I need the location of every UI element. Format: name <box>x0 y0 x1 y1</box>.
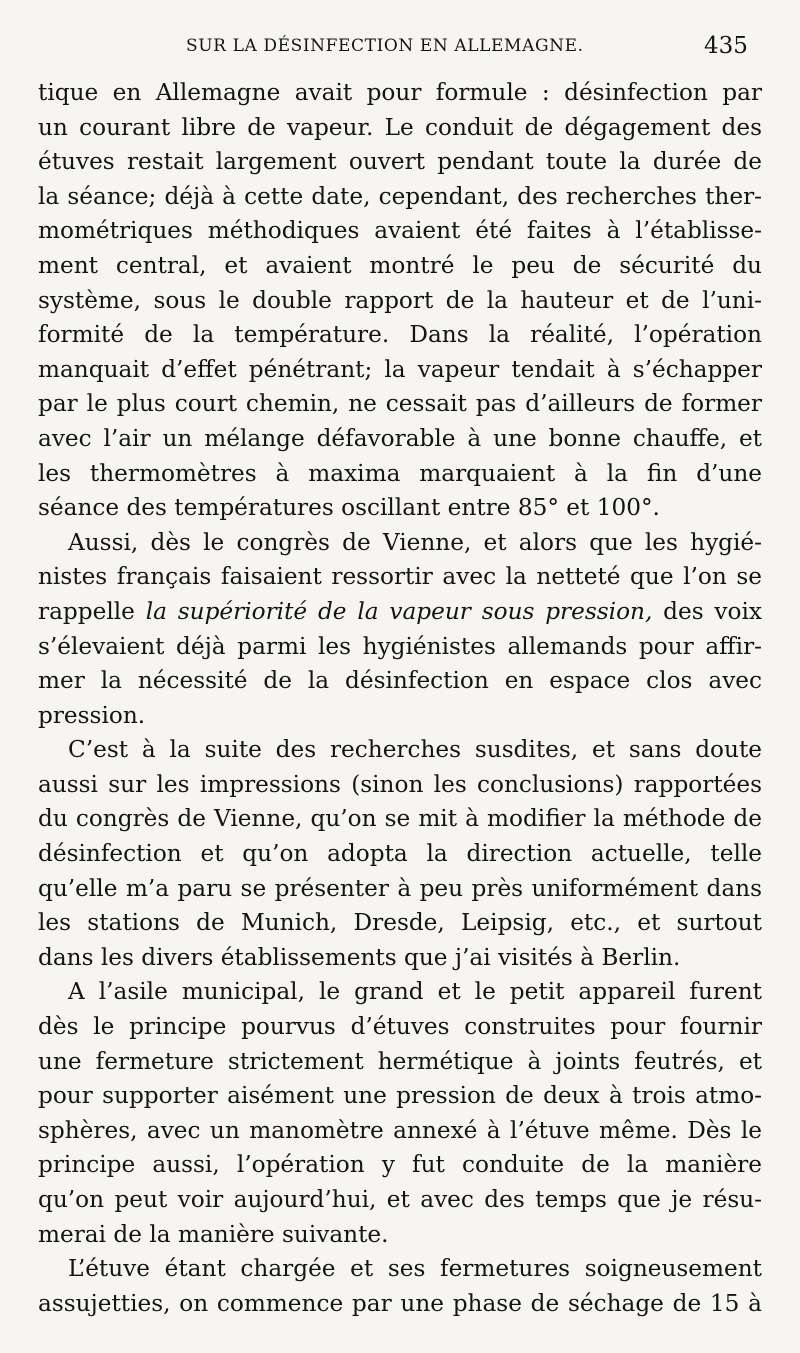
text-line: mométriques méthodiques avaient été faites à l’établisse- <box>38 217 762 245</box>
text-line: qu’on peut voir aujourd’hui, et avec des temps que je résu- <box>38 1186 762 1213</box>
text-line: qu’elle m’a paru se présenter à peu près uniformément dans <box>38 874 762 902</box>
text-line-italic <box>38 595 762 630</box>
text-line: désinfection et qu’on adopta la direction actuelle, telle <box>38 840 762 868</box>
body-text <box>38 76 762 1321</box>
text-line: les thermomètres à maxima marquaient à la fin d’une <box>38 459 762 487</box>
text-line: les stations de Munich, Dresde, Leipsig, etc., et surtout <box>38 909 762 937</box>
text-line: C’est à la suite des recherches susdites, et sans doute <box>68 736 762 764</box>
page-number: 435 <box>704 33 748 59</box>
text-line: dans les divers établissements que j’ai visités à Berlin. <box>38 943 681 971</box>
text-line: merai de la manière suivante. <box>38 1220 389 1248</box>
text-line: étuves restait largement ouvert pendant toute la durée de <box>38 148 762 176</box>
text-line: sphères, avec un manomètre annexé à l’étuve même. Dès le <box>38 1116 762 1144</box>
running-head: SUR LA DÉSINFECTION EN ALLEMAGNE. <box>186 36 584 56</box>
text-segment: rappelle <box>38 597 146 625</box>
text-line: tique en Allemagne avait pour formule : désinfection par <box>38 79 762 106</box>
text-segment: des voix <box>652 597 762 625</box>
text-line: aussi sur les impressions (sinon les conclusions) rapportées <box>38 770 762 798</box>
text-line: A l’asile municipal, le grand et le petit appareil furent <box>68 978 762 1006</box>
text-line: L’étuve étant chargée et ses fermetures soigneusement <box>68 1255 762 1283</box>
text-line: une fermeture strictement hermétique à joints feutrés, et <box>38 1047 762 1075</box>
text-line: la séance; déjà à cette date, cependant, des recherches ther- <box>38 182 762 210</box>
text-line: avec l’air un mélange défavorable à une bonne chauffe, et <box>38 424 762 452</box>
text-line: pression. <box>38 701 146 729</box>
page-header <box>0 33 800 66</box>
text-line: système, sous le double rapport de la hauteur et de l’uni- <box>38 286 762 314</box>
text-line: formité de la température. Dans la réalité, l’opération <box>38 321 762 349</box>
text-line: manquait d’effet pénétrant; la vapeur tendait à s’échapper <box>38 355 762 383</box>
text-line: ment central, et avaient montré le peu de sécurité du <box>38 251 762 279</box>
text-line: par le plus court chemin, ne cessait pas d’ailleurs de former <box>38 390 762 418</box>
text-line: dès le principe pourvus d’étuves construites pour fournir <box>38 1013 762 1041</box>
text-line: Aussi, dès le congrès de Vienne, et alors que les hygié- <box>68 528 762 556</box>
text-line: séance des températures oscillant entre 85° et 100°. <box>38 494 660 522</box>
text-line: pour supporter aisément une pression de deux à trois atmo- <box>38 1082 762 1110</box>
text-line: principe aussi, l’opération y fut conduite de la manière <box>38 1151 762 1179</box>
text-line: du congrès de Vienne, qu’on se mit à modifier la méthode de <box>38 805 762 833</box>
text-line: mer la nécessité de la désinfection en espace clos avec <box>38 667 762 695</box>
text-line: un courant libre de vapeur. Le conduit de dégagement des <box>38 113 762 141</box>
italic-phrase: la supériorité de la vapeur sous pression, <box>145 597 653 625</box>
text-line: assujetties, on commence par une phase de séchage de 15 à <box>38 1289 762 1317</box>
text-line: s’élevaient déjà parmi les hygiénistes allemands pour affir- <box>38 632 762 660</box>
text-line: nistes français faisaient ressortir avec la netteté que l’on se <box>38 563 762 591</box>
